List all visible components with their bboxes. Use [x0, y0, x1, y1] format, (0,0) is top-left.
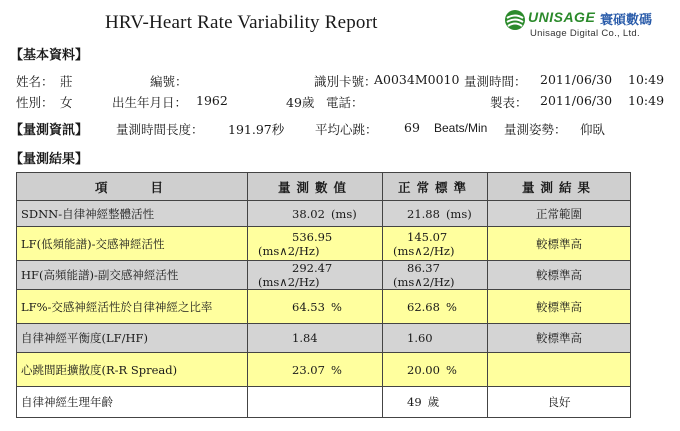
- report-title: HRV-Heart Rate Variability Report: [105, 12, 378, 33]
- section-measure-info: 【量測資訊】: [10, 123, 89, 138]
- result-value: 64.53: [292, 299, 325, 314]
- result-assessment: 較標準高: [488, 324, 631, 353]
- logo-company-name: Unisage Digital Co., Ltd.: [530, 28, 640, 39]
- result-normal-cell: [383, 201, 488, 227]
- measure-length-label: 量測時間長度：: [116, 122, 204, 137]
- result-value-cell: [248, 353, 383, 387]
- result-item: LF%-交感神經活性於自律神經之比率: [17, 290, 248, 324]
- result-assessment: 正常範圍: [488, 201, 631, 227]
- sex-label: 性別：: [16, 95, 54, 110]
- result-item: SDNN-自律神經整體活性: [17, 201, 248, 227]
- result-value-cell: [248, 261, 383, 290]
- result-normal-cell: [383, 324, 488, 353]
- result-normal-unit: %: [445, 362, 457, 377]
- result-normal: 145.07: [407, 229, 448, 244]
- name-value: 莊: [60, 74, 73, 89]
- result-normal-cell: [383, 290, 488, 324]
- result-row: [17, 261, 631, 290]
- heart-rate-value: 69: [404, 120, 420, 135]
- sex-value: 女: [60, 95, 73, 110]
- result-value-cell: [248, 387, 383, 418]
- result-normal-unit: (ms∧2/Hz): [393, 243, 455, 258]
- measure-length-value: 191.97秒: [228, 122, 285, 137]
- result-value-unit: %: [330, 362, 342, 377]
- result-value: 536.95: [292, 229, 333, 244]
- result-normal-cell: [383, 261, 488, 290]
- result-value-unit: (ms∧2/Hz): [258, 243, 320, 258]
- result-value-unit: (ms): [330, 206, 357, 221]
- result-item: LF(低頻能譜)-交感神經活性: [17, 227, 248, 261]
- report-date-value: 2011/06/30: [540, 93, 613, 108]
- result-row: [17, 290, 631, 324]
- phone-label: 電話：: [326, 95, 364, 110]
- result-row: [17, 353, 631, 387]
- result-row: [17, 227, 631, 261]
- result-normal-unit: (ms∧2/Hz): [393, 275, 455, 289]
- result-normal-cell: [383, 227, 488, 261]
- result-value-cell: [248, 201, 383, 227]
- section-basic-info: 【基本資料】: [10, 48, 89, 63]
- result-normal-cell: [383, 387, 488, 418]
- result-assessment: 較標準高: [488, 290, 631, 324]
- birth-value: 1962: [196, 93, 228, 108]
- result-normal-unit: 歲: [427, 395, 440, 409]
- logo-chinese-name: 寰碩數碼: [600, 13, 653, 28]
- result-value-cell: [248, 324, 383, 353]
- results-header-row: [17, 173, 631, 201]
- result-item: HF(高頻能譜)-副交感神經活性: [17, 261, 248, 290]
- posture-label: 量測姿勢：: [504, 122, 567, 137]
- result-row: [17, 324, 631, 353]
- result-normal: 1.60: [407, 331, 433, 345]
- globe-icon: [504, 9, 526, 31]
- logo-brand: UNISAGE: [528, 9, 596, 25]
- result-assessment: [488, 353, 631, 387]
- result-value-unit: (ms∧2/Hz): [258, 275, 320, 289]
- result-row: [17, 201, 631, 227]
- result-normal: 62.68: [407, 299, 440, 314]
- header-item: 項 目: [17, 173, 248, 201]
- posture-value: 仰臥: [580, 122, 606, 137]
- result-row: [17, 387, 631, 418]
- header-normal: 正常標準: [383, 173, 488, 201]
- name-label: 姓名：: [16, 74, 54, 89]
- result-value-unit: %: [330, 299, 342, 314]
- id-card-label: 識別卡號：: [314, 74, 377, 89]
- result-assessment: 良好: [488, 387, 631, 418]
- age-value: 49歲: [286, 95, 315, 110]
- result-item: 心跳間距擴散度(R-R Spread): [17, 353, 248, 387]
- result-value: 1.84: [292, 331, 318, 345]
- result-value: 292.47: [292, 261, 333, 275]
- report-clock: 10:49: [628, 93, 665, 108]
- measure-time-label: 量測時間：: [464, 74, 527, 89]
- results-table: [16, 172, 631, 418]
- heart-rate-label: 平均心跳：: [315, 122, 378, 137]
- result-item: 自律神經生理年齡: [17, 387, 248, 418]
- result-value-cell: [248, 227, 383, 261]
- result-normal-unit: %: [445, 299, 457, 314]
- result-item: 自律神經平衡度(LF/HF): [17, 324, 248, 353]
- result-assessment: 較標準高: [488, 227, 631, 261]
- header-result: 量測結果: [488, 173, 631, 201]
- heart-rate-unit: Beats/Min: [434, 121, 488, 135]
- result-value-cell: [248, 290, 383, 324]
- result-normal-cell: [383, 353, 488, 387]
- result-normal: 21.88: [407, 206, 440, 221]
- result-value: 38.02: [292, 206, 325, 221]
- section-results: 【量測結果】: [10, 152, 89, 167]
- birth-label: 出生年月日：: [112, 95, 188, 110]
- report-date-label: 製表：: [490, 95, 528, 110]
- measure-time-value: 2011/06/30: [540, 72, 613, 87]
- measure-clock: 10:49: [628, 72, 665, 87]
- result-value: 23.07: [292, 362, 325, 377]
- result-normal: 86.37: [407, 261, 440, 275]
- header-value: 量測數值: [248, 173, 383, 201]
- number-label: 編號：: [150, 74, 188, 89]
- result-normal-unit: (ms): [445, 206, 472, 221]
- result-normal: 49: [407, 395, 422, 409]
- result-normal: 20.00: [407, 362, 440, 377]
- result-assessment: 較標準高: [488, 261, 631, 290]
- id-card-value: A0034M0010: [374, 72, 460, 87]
- company-logo: [504, 6, 674, 42]
